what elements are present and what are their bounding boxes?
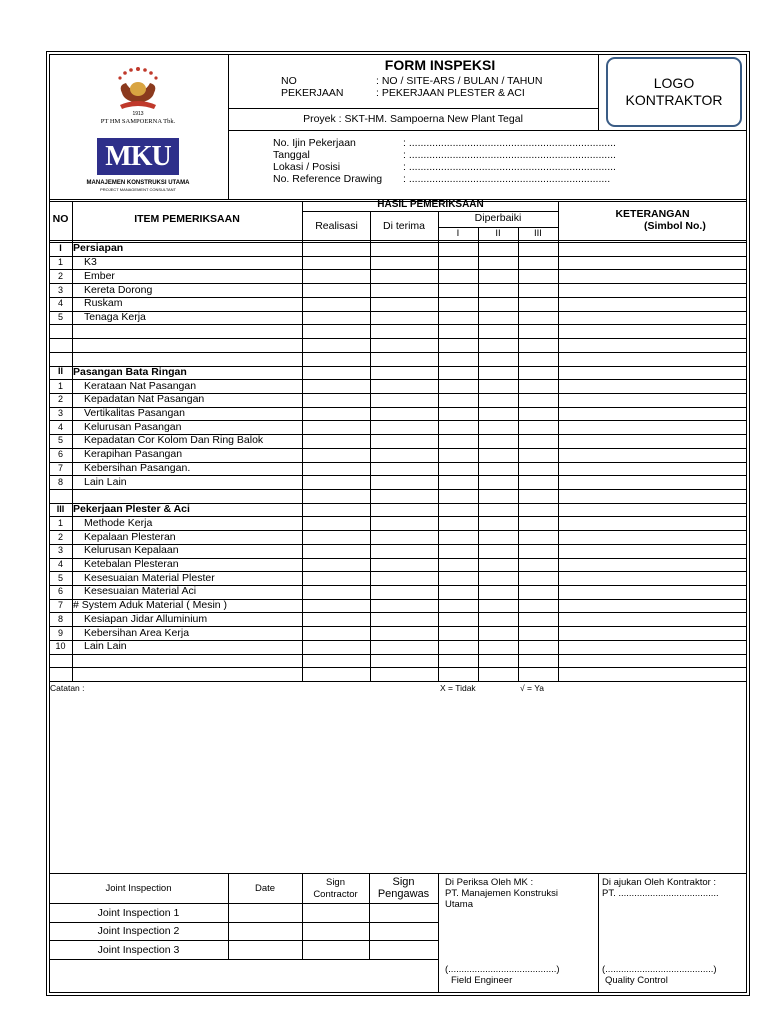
mk-line3: Utama bbox=[445, 899, 473, 910]
inspection-item-label: Lain Lain bbox=[84, 640, 127, 653]
catatan-label: Catatan : bbox=[50, 683, 85, 693]
grid-line bbox=[438, 227, 558, 228]
header-divider bbox=[598, 54, 599, 131]
col-keterangan-header: KETERANGAN bbox=[615, 208, 690, 220]
logo-kontraktor-box bbox=[606, 57, 742, 127]
joint-inspection-row: Joint Inspection 1 bbox=[97, 907, 180, 919]
joint-inspection-header: Joint Inspection bbox=[105, 883, 172, 894]
row-number: 1 bbox=[57, 257, 63, 268]
grid-line bbox=[49, 256, 747, 257]
inspection-item-label: Ember bbox=[84, 269, 115, 282]
col-diperbaiki-header: Diperbaiki bbox=[474, 212, 522, 224]
section-number: III bbox=[56, 503, 65, 514]
row-number: 4 bbox=[57, 558, 63, 569]
row-number: 7 bbox=[57, 600, 63, 610]
grid-line bbox=[72, 201, 73, 681]
grid-line bbox=[49, 338, 747, 339]
header-divider bbox=[228, 130, 747, 131]
row-number: 1 bbox=[57, 517, 63, 528]
inspection-item-label: Kesiapan Jidar Alluminium bbox=[84, 612, 208, 625]
mk-line2: PT. Manajemen Konstruksi bbox=[445, 888, 558, 899]
inspection-item-label: Kereta Dorong bbox=[84, 283, 153, 296]
col-d2-header: II bbox=[495, 228, 501, 239]
inspection-item-label: Lain Lain bbox=[84, 475, 127, 488]
row-number: 8 bbox=[57, 476, 63, 487]
inspection-item-label: Tenaga Kerja bbox=[84, 311, 146, 323]
row-number: 4 bbox=[57, 421, 63, 432]
inspection-item-label: Ruskam bbox=[84, 297, 123, 310]
pekerjaan-value: : PEKERJAAN PLESTER & ACI bbox=[376, 87, 525, 99]
row-number: 1 bbox=[57, 380, 63, 391]
grid-line bbox=[438, 211, 439, 681]
inspection-item-label: Kepadatan Nat Pasangan bbox=[84, 393, 205, 406]
section-title: Persiapan bbox=[73, 242, 124, 255]
inspection-item-label: K3 bbox=[84, 256, 97, 269]
grid-line bbox=[49, 283, 747, 284]
inspection-item-label: Vertikalitas Pasangan bbox=[84, 407, 185, 419]
mk-name: MANAJEMEN KONSTRUKSI UTAMA bbox=[86, 180, 190, 186]
inspection-item-label: Methode Kerja bbox=[84, 516, 153, 529]
info-value-field[interactable]: : ....................................................................... bbox=[403, 161, 616, 173]
grid-line bbox=[49, 959, 438, 960]
grid-line bbox=[49, 311, 747, 312]
joint-inspection-row: Joint Inspection 2 bbox=[97, 925, 180, 937]
col-diterima-header: Di terima bbox=[382, 220, 425, 232]
grid-line bbox=[49, 654, 747, 655]
inspection-item-label: Kerapihan Pasangan bbox=[84, 448, 183, 461]
grid-line bbox=[49, 240, 747, 241]
col-item-header: ITEM PEMERIKSAAN bbox=[134, 213, 240, 225]
row-number: 6 bbox=[57, 449, 63, 460]
info-label: Lokasi / Posisi bbox=[273, 161, 341, 173]
info-value-field[interactable]: : ....................................................................... bbox=[403, 137, 616, 149]
row-number: 6 bbox=[57, 586, 63, 597]
row-number: 3 bbox=[57, 545, 63, 556]
grid-line bbox=[49, 903, 438, 904]
company-name: PT HM SAMPOERNA Tbk. bbox=[100, 118, 176, 125]
logo-kontraktor-line1: LOGO bbox=[653, 75, 695, 92]
grid-line bbox=[303, 211, 558, 212]
row-number: 5 bbox=[57, 312, 63, 322]
inspection-item-label: Kebersihan Pasangan. bbox=[84, 461, 191, 474]
col-realisasi-header: Realisasi bbox=[315, 220, 358, 232]
quality-control-label: Quality Control bbox=[605, 975, 668, 986]
grid-line bbox=[370, 211, 371, 681]
info-value-field[interactable]: : ..................................................................... bbox=[403, 173, 611, 185]
grid-line bbox=[518, 227, 519, 681]
row-number: 2 bbox=[57, 531, 63, 542]
col-no-header: NO bbox=[52, 213, 69, 225]
sign-contractor-l2: Contractor bbox=[313, 889, 358, 900]
mk-signature-line: (.........................................) bbox=[445, 964, 560, 975]
pekerjaan-label: PEKERJAAN bbox=[281, 87, 344, 99]
grid-line bbox=[49, 667, 747, 668]
grid-line bbox=[302, 201, 303, 681]
legend-ya: √ = Ya bbox=[520, 683, 544, 693]
section-title: Pekerjaan Plester & Aci bbox=[73, 503, 190, 515]
row-number: 5 bbox=[57, 435, 63, 446]
logo-year: 1913 bbox=[132, 111, 144, 117]
kontraktor-line1: Di ajukan Oleh Kontraktor : bbox=[602, 877, 717, 888]
inspection-item-label: # System Aduk Material ( Mesin ) bbox=[73, 599, 228, 611]
section-title: Pasangan Bata Ringan bbox=[73, 365, 187, 378]
legend-tidak: X = Tidak bbox=[440, 683, 476, 693]
col-hasil-header: HASIL PEMERIKSAAN bbox=[377, 199, 484, 210]
inspection-item-label: Kepalaan Plesteran bbox=[84, 530, 176, 543]
row-number: 10 bbox=[55, 641, 66, 652]
inspection-item-label: Kerataan Nat Pasangan bbox=[84, 379, 197, 392]
inspection-item-label: Kepadatan Cor Kolom Dan Ring Balok bbox=[84, 434, 264, 447]
row-number: 7 bbox=[57, 462, 63, 473]
row-number: 8 bbox=[57, 613, 63, 624]
mku-logo-icon bbox=[97, 138, 179, 175]
row-number: 4 bbox=[57, 298, 63, 309]
inspection-item-label: Kesesuaian Material Plester bbox=[84, 571, 215, 584]
footer-top-line bbox=[49, 873, 747, 874]
section-number: II bbox=[57, 366, 63, 377]
grid-line bbox=[49, 297, 747, 298]
header-divider bbox=[228, 108, 598, 109]
inner-frame bbox=[49, 54, 747, 993]
grid-line bbox=[49, 475, 747, 476]
grid-line bbox=[438, 873, 439, 993]
grid-line bbox=[49, 681, 747, 682]
grid-line bbox=[49, 324, 747, 325]
no-value: : NO / SITE-ARS / BULAN / TAHUN bbox=[376, 75, 543, 87]
grid-line bbox=[49, 922, 438, 923]
grid-line bbox=[49, 269, 747, 270]
col-simbol-header: (Simbol No.) bbox=[644, 220, 706, 232]
inspection-item-label: Kelurusan Pasangan bbox=[84, 420, 182, 433]
grid-line bbox=[558, 201, 559, 681]
info-label: No. Ijin Pekerjaan bbox=[273, 137, 356, 149]
header-divider bbox=[228, 54, 229, 199]
kontraktor-signature-line: (.........................................) bbox=[602, 964, 717, 975]
col-d3-header: III bbox=[534, 228, 542, 239]
grid-line bbox=[49, 940, 438, 941]
grid-line bbox=[49, 516, 747, 517]
grid-line bbox=[598, 873, 599, 993]
row-number: 5 bbox=[57, 572, 63, 583]
mk-line1: Di Periksa Oleh MK : bbox=[445, 877, 534, 888]
row-number: 9 bbox=[57, 627, 63, 638]
grid-line bbox=[49, 489, 747, 490]
grid-line bbox=[49, 640, 747, 641]
inspection-item-label: Ketebalan Plesteran bbox=[84, 557, 179, 570]
section-number: I bbox=[59, 242, 62, 253]
row-number: 3 bbox=[57, 408, 63, 418]
info-label: No. Reference Drawing bbox=[273, 173, 383, 185]
mku-logo-text: MKU bbox=[105, 140, 171, 172]
inspection-item-label: Kelurusan Kepalaan bbox=[84, 544, 179, 557]
kontraktor-line2: PT. ...................................... bbox=[602, 888, 719, 899]
grid-line bbox=[49, 242, 747, 243]
info-label: Tanggal bbox=[273, 149, 310, 161]
sign-pengawas-l1: Sign bbox=[392, 876, 415, 888]
inspection-item-label: Kesesuaian Material Aci bbox=[84, 585, 197, 598]
col-d1-header: I bbox=[456, 228, 460, 239]
inspection-item-label: Kebersihan Area Kerja bbox=[84, 626, 190, 639]
sign-contractor-l1: Sign bbox=[325, 877, 345, 888]
row-number: 3 bbox=[57, 284, 63, 295]
grid-line bbox=[49, 352, 747, 353]
field-engineer-label: Field Engineer bbox=[451, 975, 513, 986]
proyek-text: Proyek : SKT-HM. Sampoerna New Plant Tegal bbox=[303, 113, 523, 125]
no-label: NO bbox=[281, 75, 297, 87]
sign-pengawas-l2: Pengawas bbox=[377, 888, 430, 900]
row-number: 2 bbox=[57, 270, 63, 281]
row-number: 2 bbox=[57, 394, 63, 405]
grid-line bbox=[478, 227, 479, 681]
joint-inspection-row: Joint Inspection 3 bbox=[97, 944, 180, 956]
info-value-field[interactable]: : ....................................................................... bbox=[403, 149, 616, 161]
form-title: FORM INSPEKSI bbox=[384, 57, 496, 73]
logo-kontraktor-line2: KONTRAKTOR bbox=[625, 92, 723, 108]
mk-subtitle: PROJECT MANAGEMENT CONSULTANT bbox=[100, 187, 176, 192]
date-header: Date bbox=[254, 883, 276, 894]
